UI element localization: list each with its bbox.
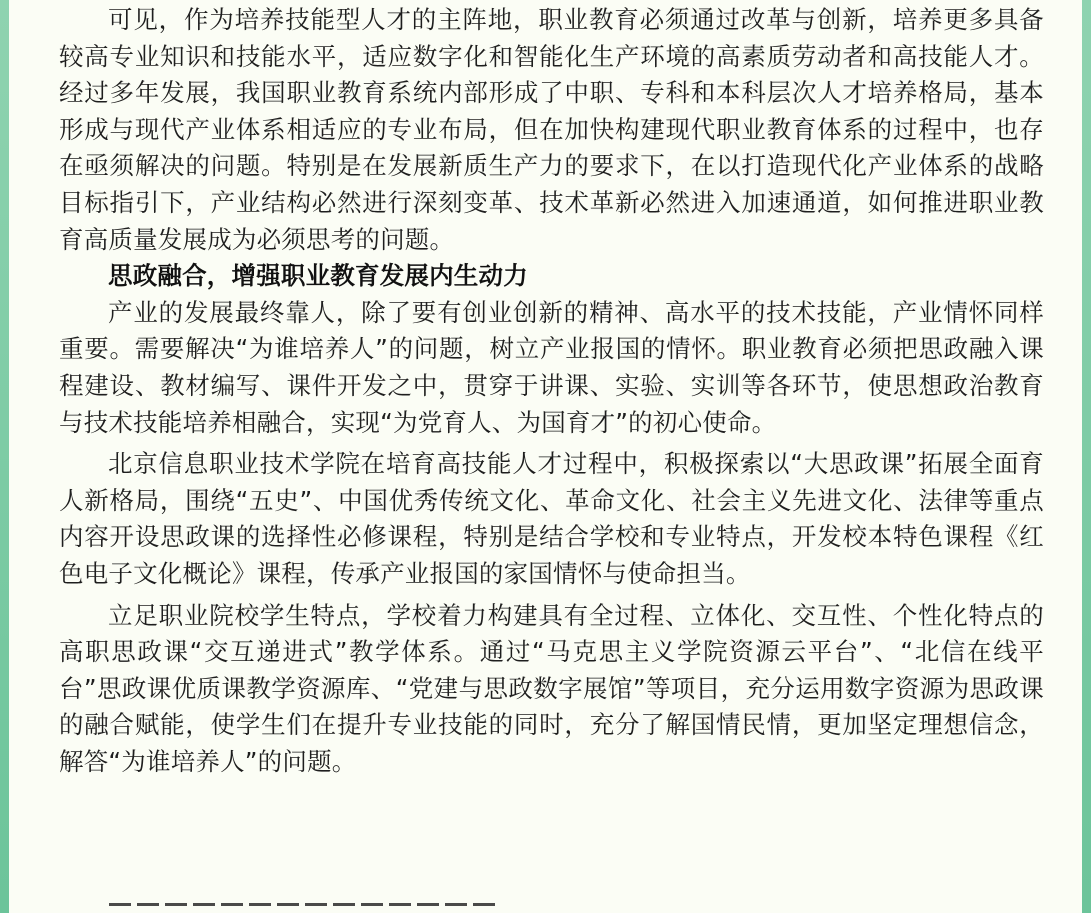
paragraph-beijing-institute: 北京信息职业技术学院在培育高技能人才过程中，积极探索以“大思政课”拓展全面育人新格局，围绕“五史”、中国优秀传统文化、革命文化、社会主义先进文化、法律等重点内容开设思政课的选择性必修课程，特别是结合学校和专业特点，开发校本特色课程《红色电子文化概论》课程，传承产业报国的家国情怀与使命担当。 — [59, 449, 1044, 588]
article-page — [9, 0, 1082, 913]
paragraph-ideology-integration: 产业的发展最终靠人，除了要有创业创新的精神、高水平的技术技能，产业情怀同样重要。需要解决“为谁培养人”的问题，树立产业报国的情怀。职业教育必须把思政融入课程建设、教材编写、课件开发之中，贯穿于讲课、实验、实训等各环节，使思想政治教育与技术技能培养相融合，实现“为党育人、为国育才”的初心使命。 — [59, 297, 1044, 437]
section-heading: 思政融合，增强职业教育发展内生动力 — [108, 261, 528, 291]
paragraph-intro: 可见，作为培养技能型人才的主阵地，职业教育必须通过改革与创新，培养更多具备较高专业知识和技能水平，适应数字化和智能化生产环境的高素质劳动者和高技能人才。经过多年发展，我国职业教育系统内部形成了中职、专科和本科层次人才培养格局，基本形成与现代产业体系相适应的专业布局，但在加快构建现代职业教育体系的过程中，也存在亟须解决的问题。特别是在发展新质生产力的要求下，在以打造现代化产业体系的战略目标指引下，产业结构必然进行深刻变革、技术革新必然进入加速通道，如何推进职业教育高质量发展成为必须思考的问题。 — [59, 5, 1044, 254]
paragraph-teaching-system: 立足职业院校学生特点，学校着力构建具有全过程、立体化、交互性、个性化特点的高职思政课“交互递进式”教学体系。通过“马克思主义学院资源云平台”、“北信在线平台”思政课优质课教学资源库、“党建与思政数字展馆”等项目，充分运用数字资源为思政课的融合赋能，使学生们在提升专业技能的同时，充分了解国情民情，更加坚定理想信念，解答“为谁培养人”的问题。 — [59, 600, 1044, 776]
cut-off-next-line — [109, 903, 529, 913]
article-body — [59, 2, 1044, 780]
